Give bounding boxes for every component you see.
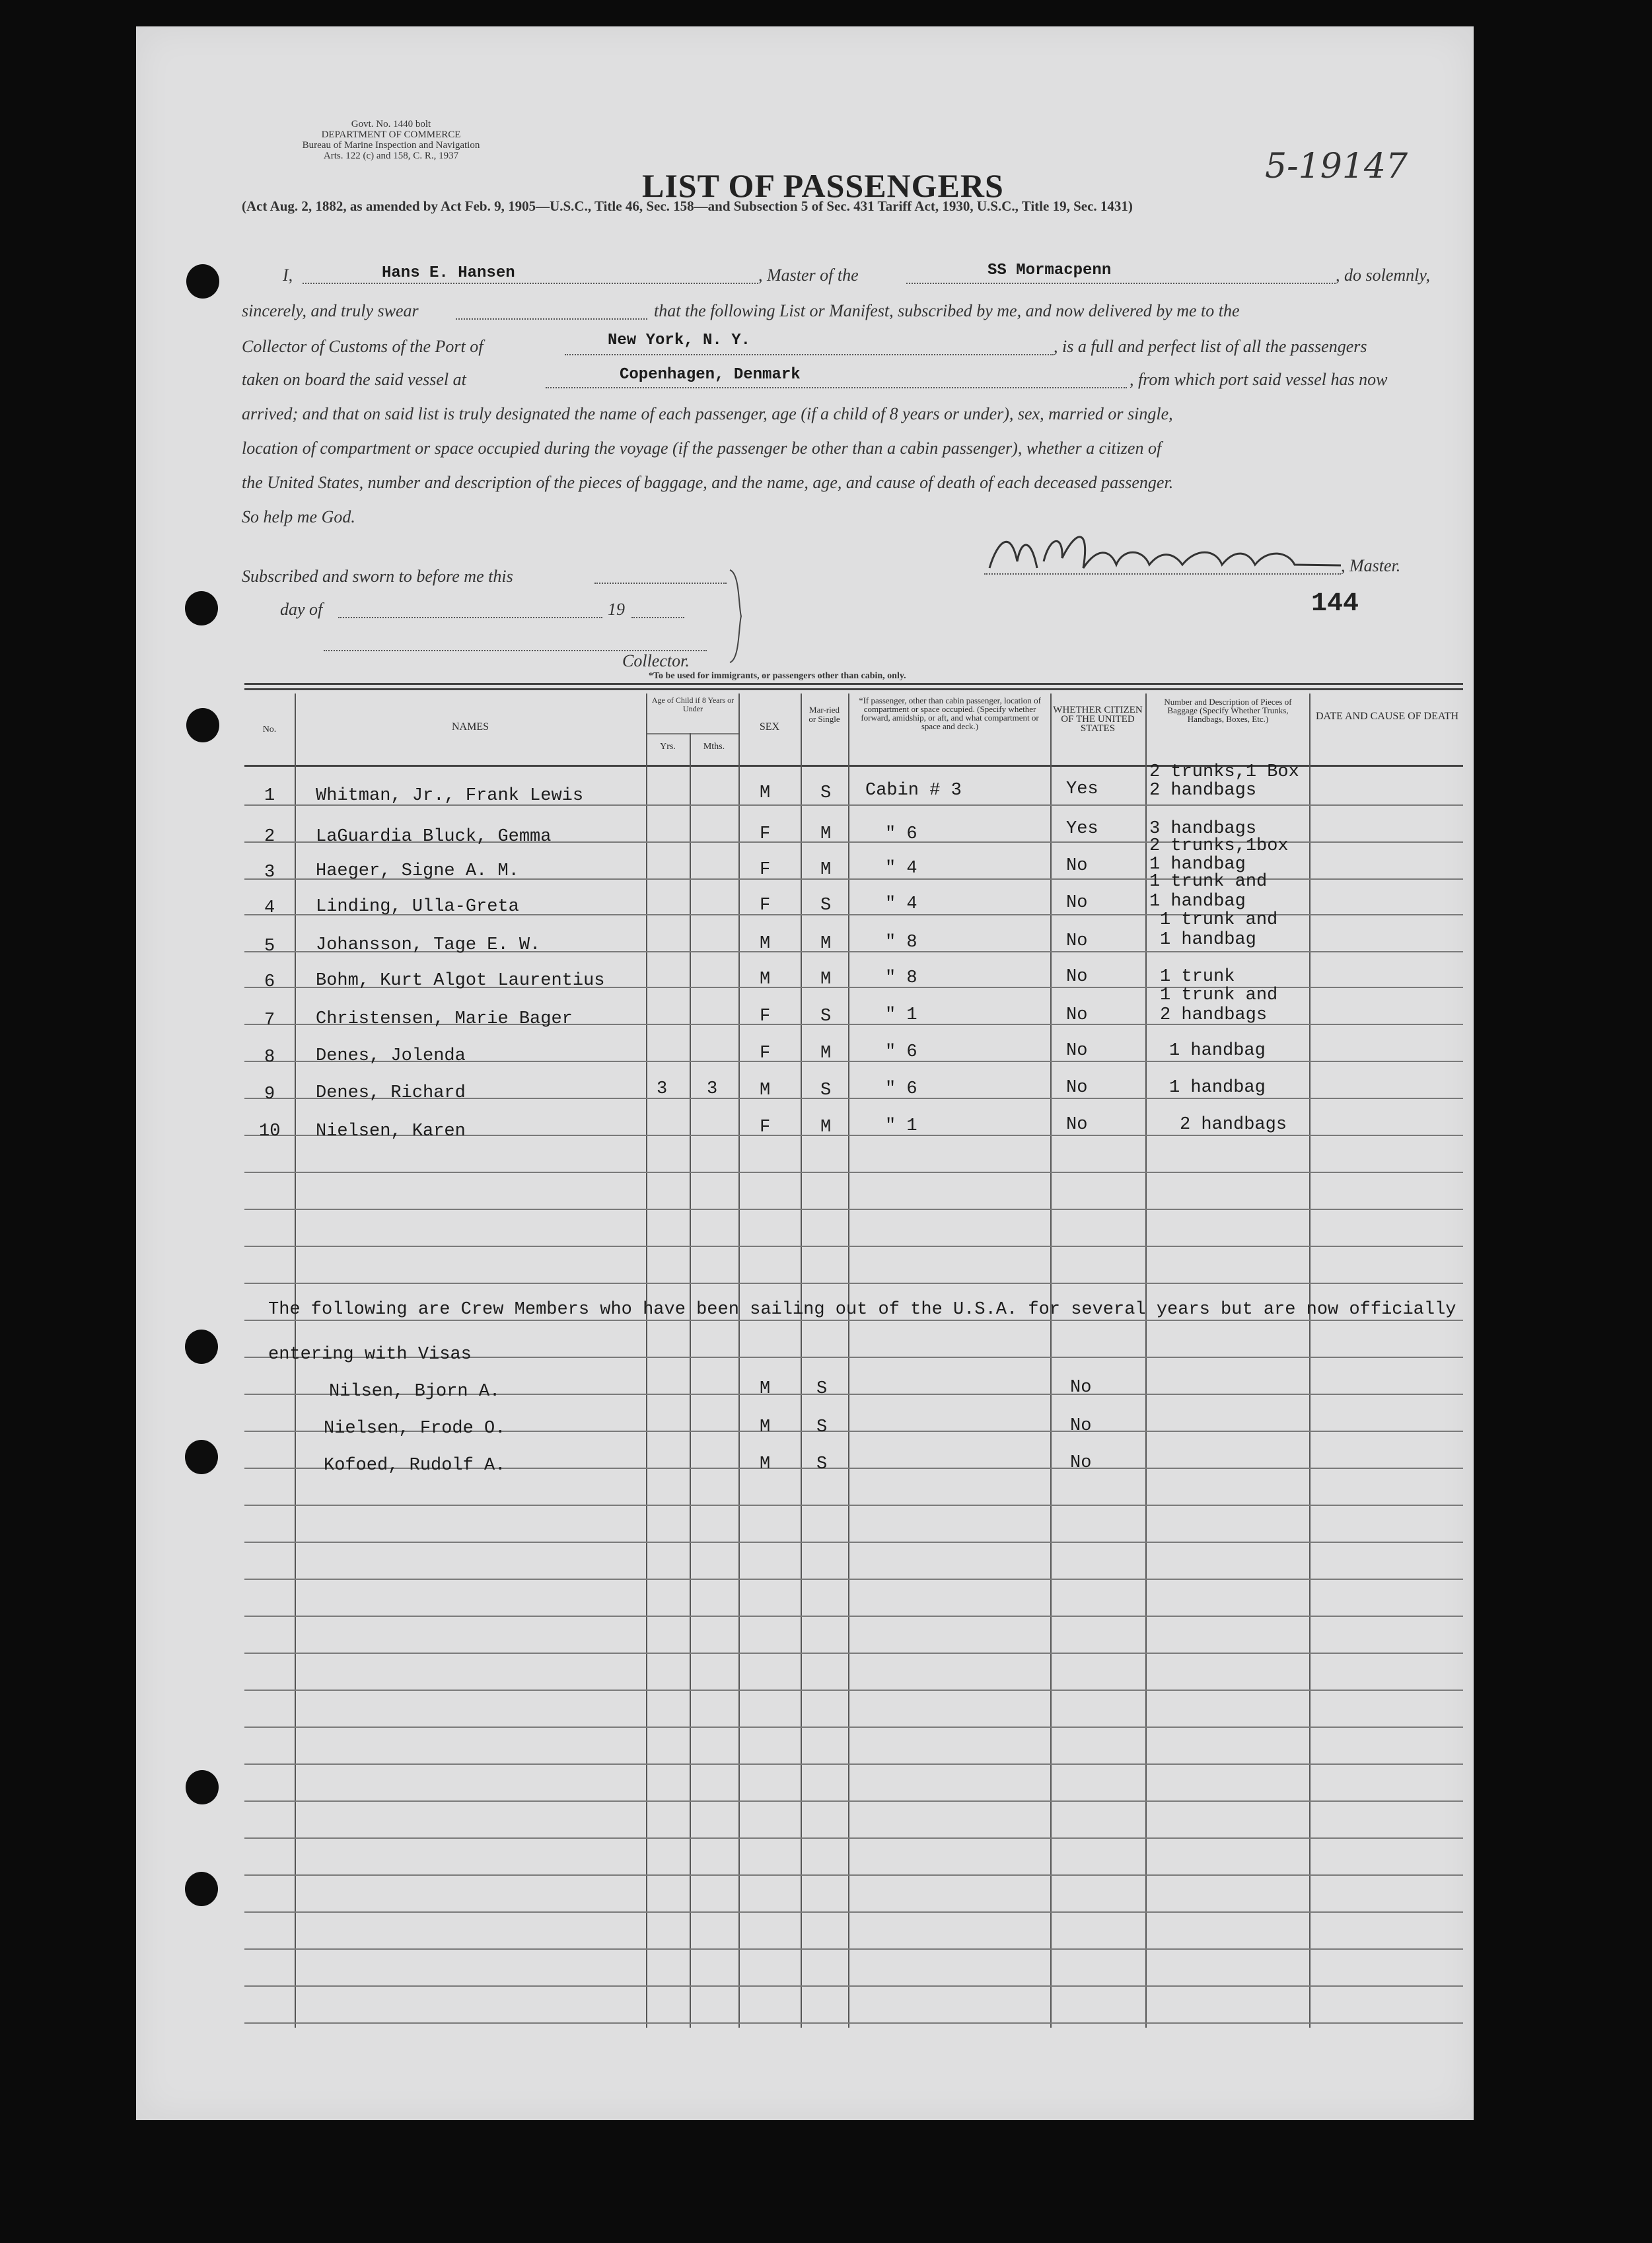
oath-line-2: sincerely, and truly swear [242,301,419,320]
row-rule [244,1911,1463,1913]
row-rule [244,1690,1463,1691]
column-rule [801,694,802,2028]
row-married: M [820,970,832,989]
row-rule [244,1616,1463,1617]
year-label: 19 [608,600,625,619]
row-citizen: No [1066,967,1088,987]
port-of-departure: Copenhagen, Denmark [620,366,801,384]
row-sex: M [760,783,771,803]
brace [727,567,746,666]
column-rule [738,694,740,2028]
subscribed-label: Subscribed and sworn to before me this [242,567,513,586]
dotted-line [594,583,727,584]
row-no: 5 [264,937,275,956]
row-married: S [820,1007,832,1026]
row-baggage-line1: 2 trunks,1 Box [1149,762,1299,782]
row-citizen: No [1066,1078,1088,1098]
port-of-arrival: New York, N. Y. [608,332,751,349]
dotted-line [546,387,1127,388]
row-baggage-line1: 1 trunk and [1160,910,1278,930]
oath-line-7: the United States, number and description of the pieces of baggage, and the name, age, and cause of death of each deceased passenger. [242,473,1174,492]
row-citizen: No [1066,893,1088,913]
row-sex: M [760,1081,771,1100]
crew-note-line1: The following are Crew Members who have been sailing out of the U.S.A. for several years but are now officially [268,1300,1456,1320]
master-signature [984,522,1354,581]
row-rule [244,1505,1463,1506]
punch-hole [185,1440,218,1474]
row-name: Whitman, Jr., Frank Lewis [316,786,584,806]
row-mths: 3 [707,1079,718,1099]
row-sex: F [760,824,771,844]
row-sex: F [760,896,771,915]
row-married: M [820,1044,832,1063]
crew-citizen: No [1070,1416,1092,1436]
oath-line-2b: that the following List or Manifest, subscribed by me, and now delivered by me to the [654,301,1240,320]
punch-hole [186,1770,219,1804]
row-married: M [820,934,832,954]
col-header-names: NAMES [451,721,489,732]
row-rule [244,1283,1463,1284]
col-header-baggage: Number and Description of Pieces of Baggage (Specify Whether Trunks, Handbags, Boxes, Etc.) [1164,697,1292,724]
row-location: " 6 [885,1042,917,1062]
row-rule [244,1763,1463,1765]
oath-solemnly: , do solemnly, [1336,266,1430,285]
crew-married: S [816,1417,828,1437]
row-rule [244,1320,1463,1321]
crew-sex: M [760,1379,771,1399]
row-name: Denes, Jolenda [316,1046,466,1066]
row-baggage-line2: 1 handbag [1169,1078,1266,1098]
row-location: " 4 [885,859,917,878]
row-rule [244,1246,1463,1247]
punch-hole [185,1330,218,1364]
row-no: 9 [264,1085,275,1104]
row-rule [244,1653,1463,1654]
master-label: , Master. [1341,556,1401,575]
row-rule [244,1837,1463,1839]
row-citizen: No [1066,1115,1088,1135]
row-married: S [820,783,832,803]
form-line: Bureau of Marine Inspection and Navigation [302,140,480,151]
punch-hole [185,1872,218,1906]
row-name: Johansson, Tage E. W. [316,935,541,955]
oath-line-5: arrived; and that on said list is truly designated the name of each passenger, age (if a child of 8 years or under), sex, married or single, [242,404,1173,423]
row-citizen: No [1066,1005,1088,1025]
row-baggage-line2: 1 handbag [1149,855,1246,874]
row-rule [244,1874,1463,1876]
crew-name: Nilsen, Bjorn A. [329,1382,501,1402]
crew-note-line2: entering with Visas [268,1345,472,1365]
footnote: *To be used for immigrants, or passengers other than cabin, only. [649,671,906,681]
row-yrs: 3 [657,1079,668,1099]
row-married: M [820,824,832,844]
row-no: 8 [264,1048,275,1067]
row-married: S [820,896,832,915]
row-baggage-line2: 2 handbags [1149,781,1257,801]
row-no: 7 [264,1011,275,1030]
row-baggage-line2: 1 handbag [1160,930,1256,950]
oath-from-which: , from which port said vessel has now [1130,370,1388,389]
vessel-name: SS Mormacpenn [988,262,1112,279]
row-baggage-line2: 1 handbag [1149,892,1246,911]
crew-name: Kofoed, Rudolf A. [324,1456,506,1476]
row-location: " 1 [885,1116,917,1136]
row-citizen: Yes [1066,779,1098,799]
row-location: " 8 [885,968,917,988]
oath-line-8: So help me God. [242,507,355,526]
crew-married: S [816,1379,828,1399]
row-baggage-line2: 1 trunk [1160,967,1235,987]
punch-hole [185,591,218,625]
crew-sex: M [760,1454,771,1474]
row-sex: M [760,970,771,989]
row-baggage-line1: 2 trunks,1box [1149,836,1289,856]
row-sex: F [760,1044,771,1063]
row-citizen: No [1066,931,1088,951]
row-baggage-line1: 1 trunk and [1160,985,1278,1005]
row-citizen: No [1066,856,1088,876]
row-baggage-line1: 1 trunk and [1149,872,1268,892]
form-line: Govt. No. 1440 bolt [351,119,431,129]
row-no: 6 [264,972,275,992]
column-rule [848,694,849,2028]
master-name: Hans E. Hansen [382,264,515,282]
row-married: M [820,860,832,880]
col-header-married: Mar-ried or Single [808,705,840,724]
row-name: Haeger, Signe A. M. [316,861,519,881]
row-name: LaGuardia Bluck, Gemma [316,827,552,847]
oath-master-of: , Master of the [758,266,859,285]
form-number-block [259,119,523,161]
column-rule [1145,694,1147,2028]
row-rule [244,1579,1463,1580]
col-header-mths: Mths. [703,742,725,752]
collector-label: Collector. [622,651,690,670]
row-baggage-line2: 2 handbags [1180,1115,1287,1135]
crew-sex: M [760,1417,771,1437]
crew-married: S [816,1454,828,1474]
row-location: Cabin # 3 [865,781,962,801]
oath-line-6: location of compartment or space occupied during the voyage (if the passenger be other than a cabin passenger), whether a citizen of [242,439,1162,458]
act-reference: (Act Aug. 2, 1882, as amended by Act Feb. 9, 1905—U.S.C., Title 46, Sec. 158—and Subsection 5 of Sec. 431 Tariff Act, 1930, U.S.C., Title 19, Sec. 1431) [242,198,1133,214]
column-rule [646,694,647,2028]
col-header-location: *If passenger, other than cabin passenger, location of compartment or space occupied. (Specify whether forward, amidship, or aft, and what compartment or space and deck.) [859,695,1041,731]
punch-hole [186,708,219,742]
row-no: 2 [264,827,275,847]
row-baggage-line2: 3 handbags [1149,819,1257,839]
row-name: Nielsen, Karen [316,1122,466,1141]
row-location: " 6 [885,824,917,844]
dotted-line [565,354,1054,355]
row-rule [244,1948,1463,1950]
column-rule [690,733,691,2028]
row-rule [244,1209,1463,1210]
col-header-citizen: WHETHER CITIZEN OF THE UNITED STATES [1053,705,1143,734]
row-no: 4 [264,898,275,918]
row-location: " 4 [885,894,917,914]
row-rule [244,1985,1463,1987]
row-married: M [820,1118,832,1137]
punch-hole [186,264,219,299]
row-sex: F [760,1118,771,1137]
crew-citizen: No [1070,1453,1092,1473]
row-location: " 6 [885,1079,917,1099]
row-citizen: Yes [1066,819,1098,839]
page-title: LIST OF PASSENGERS [642,167,1004,204]
table-top-rule [244,688,1463,690]
form-line: Arts. 122 (c) and 158, C. R., 1937 [323,151,459,161]
row-citizen: No [1066,1041,1088,1061]
col-header-death: DATE AND CAUSE OF DEATH [1315,711,1458,722]
dotted-line [906,283,1336,284]
oath-full-list: , is a full and perfect list of all the passengers [1054,337,1367,356]
page-number: 144 [1311,589,1359,619]
oath-taken-label: taken on board the said vessel at [242,370,466,389]
col-header-age: Age of Child if 8 Years or Under [651,695,735,713]
row-rule [244,1800,1463,1802]
row-name: Linding, Ulla-Greta [316,897,519,917]
row-married: S [820,1081,832,1100]
row-location: " 1 [885,1005,917,1025]
age-subheader-rule [646,733,738,734]
col-header-no: No. [262,725,277,734]
dotted-line [631,617,684,618]
row-location: " 8 [885,933,917,952]
row-sex: F [760,860,771,880]
form-line: DEPARTMENT OF COMMERCE [321,129,461,140]
table-top-rule [244,683,1463,685]
col-header-sex: SEX [759,721,780,732]
column-rule [1050,694,1052,2028]
oath-i-label: I, [283,266,293,285]
row-rule [244,1172,1463,1173]
dotted-line [303,283,758,284]
row-no: 3 [264,863,275,882]
row-rule [244,1727,1463,1728]
row-name: Christensen, Marie Bager [316,1009,573,1029]
row-no: 1 [264,786,275,806]
dotted-line [984,573,1341,575]
column-rule [1309,694,1311,2028]
row-rule [244,2022,1463,2024]
row-sex: M [760,934,771,954]
oath-collector-label: Collector of Customs of the Port of [242,337,484,356]
row-sex: F [760,1007,771,1026]
dotted-line [456,318,647,320]
stamp-number: 5-19147 [1265,147,1408,186]
crew-name: Nielsen, Frode O. [324,1419,506,1439]
day-of-label: day of [280,600,323,619]
row-baggage-line2: 2 handbags [1160,1005,1268,1025]
row-baggage-line2: 1 handbag [1169,1041,1266,1061]
dotted-line [338,617,602,618]
row-no: 10 [259,1122,281,1141]
row-name: Bohm, Kurt Algot Laurentius [316,971,605,991]
row-name: Denes, Richard [316,1083,466,1103]
row-rule [244,1542,1463,1543]
col-header-yrs: Yrs. [660,742,676,752]
crew-citizen: No [1070,1378,1092,1398]
